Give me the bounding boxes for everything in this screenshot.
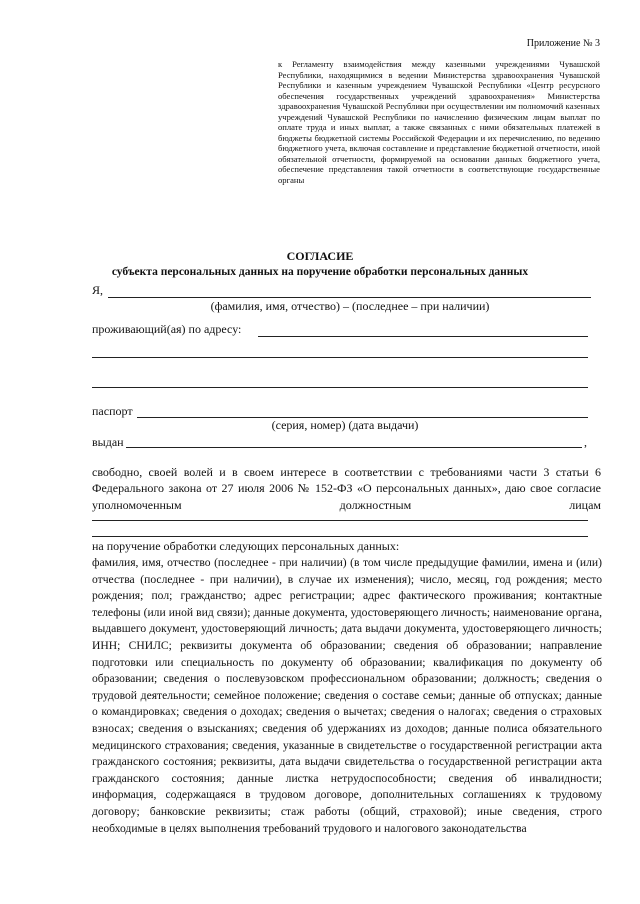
issued-by-field[interactable]: [126, 447, 582, 448]
authorized-persons-field-line-1[interactable]: [92, 520, 588, 521]
appendix-number: Приложение № 3: [526, 38, 600, 49]
address-field-line-2[interactable]: [92, 357, 588, 358]
document-title: СОГЛАСИЕ: [286, 249, 354, 263]
i-label: Я,: [92, 283, 104, 297]
passport-hint: (серия, номер) (дата выдачи): [271, 418, 419, 432]
regulation-reference: к Регламенту взаимодействия между казенными учреждениями Чувашской Республики, находящимися в ведении Министерства здравоохранения Чувашской Республики и казенным учреждением Чувашской Республики «Центр ресурсного обеспечения государственных учреждений здравоохранения» Министерства здравоохранения Чувашской Республики при осуществлении им полномочий казенных учреждений Чувашской Республики по начислению физическим лицам выплат по оплате труда и иных выплат, а также связанных с ними обязательных платежей в бюджеты бюджетной системы Российской Федерации и их перечислению, по ведению бюджетного учета, включая составление и представление бюджетной отчетности, иной обязательной отчетности, формируемой на основании данных бюджетного учета, обеспечение представления такой отчетности в соответствующие государственные органы: [278, 59, 600, 186]
address-label: проживающий(ая) по адресу:: [92, 322, 242, 336]
full-name-hint: (фамилия, имя, отчество) – (последнее – при наличии): [210, 299, 490, 313]
full-name-field[interactable]: [108, 297, 591, 298]
issued-comma: ,: [584, 435, 587, 449]
passport-label: паспорт: [92, 404, 133, 418]
address-field-line-3[interactable]: [92, 387, 588, 388]
issued-label: выдан: [92, 435, 124, 449]
document-subtitle: субъекта персональных данных на поручение обработки персональных данных: [111, 266, 529, 278]
personal-data-list: фамилия, имя, отчество (последнее - при наличии) (в том числе предыдущие фамилии, имена и (или) отчества (последнее - при наличии), в случае их изменения); число, месяц, год рождения; место рождения; пол; гражданство; адрес регистрации; адрес фактического проживания; контактные телефоны (или иной вид связи); данные документа, удостоверяющего личность; наименование органа, выдавшего документ, удостоверяющий личность; дата выдачи документа, удостоверяющего личность; ИНН; СНИЛС; реквизиты документа об образовании; сведения об образовании; направление подготовки или специальность по документу об образовании; квалификация по документу об образовании; сведения о послевузовском профессиональном образовании; должность; сведения о трудовой деятельности; семейное положение; сведения о составе семьи; данные об отпусках; данные о командировках; сведения о доходах; сведения о вычетах; сведения о налогах; сведения о страховых взносах; сведения о взысканиях; сведения об удержаниях из доходов; данные полиса обязательного медицинского страхования; сведения, указанные в свидетельстве о государственной регистрации акта гражданского состояния; реквизиты, дата выдачи свидетельства о государственной регистрации акта гражданского состояния; данные листка нетрудоспособности; сведения об инвалидности; информация, содержащаяся в трудовом договоре, дополнительных соглашениях к трудовому договору; банковские реквизиты; стаж работы (общий, страховой); иные сведения, строго необходимые в целях выполнения требований трудового и налогового законодательства: [92, 556, 602, 835]
address-field-line-1[interactable]: [258, 336, 588, 337]
processing-intro: на поручение обработки следующих персональных данных:: [92, 539, 400, 553]
consent-paragraph: свободно, своей волей и в своем интересе в соответствии с требованиями части 3 статьи 6 Федерального закона от 27 июля 2006 № 152-ФЗ «О персональных данных», даю свое согласие уполномоченным должностным лицам: [92, 465, 601, 512]
authorized-persons-field-line-2[interactable]: [92, 536, 588, 537]
